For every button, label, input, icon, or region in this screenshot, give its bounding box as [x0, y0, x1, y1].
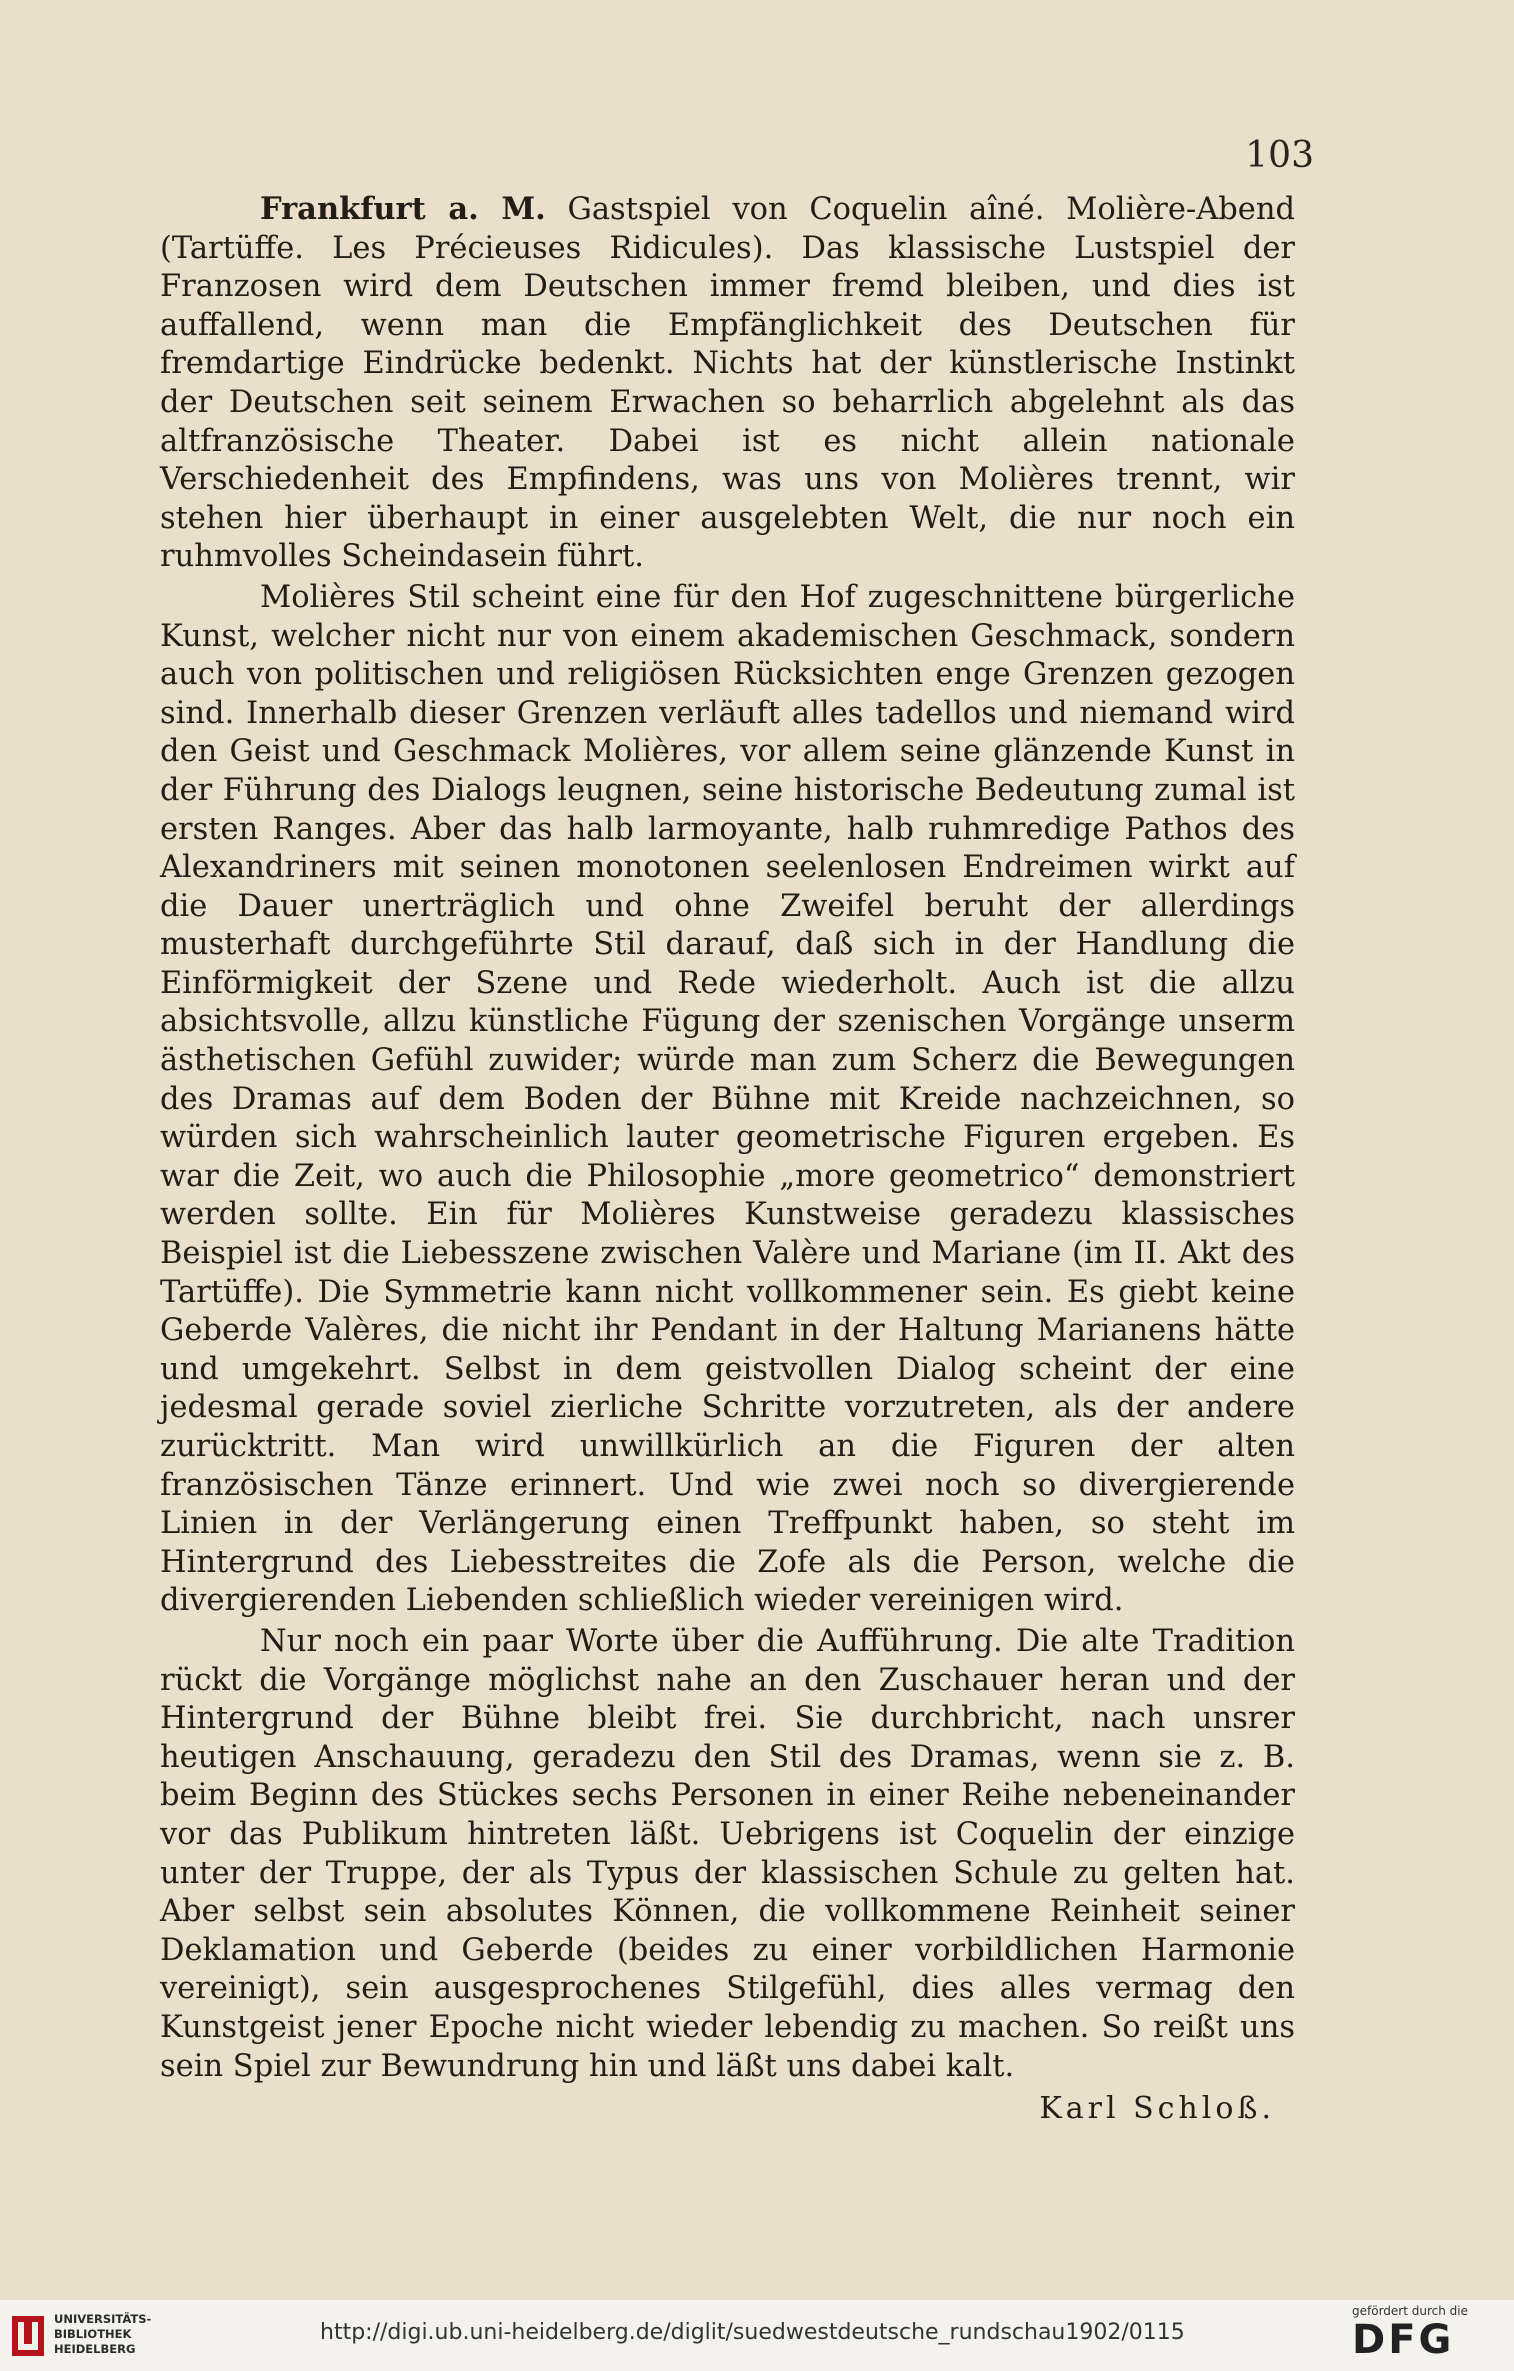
funding-caption: gefördert durch die [1352, 2304, 1468, 2318]
university-seal-icon [10, 2314, 46, 2358]
article-paragraph-3 [160, 1623, 1295, 2086]
paragraph-text-2: Molières Stil scheint eine für den Hof zugeschnittene bürgerliche Kunst, welcher nicht nur von einem akademischen Geschmack, sondern auch von politischen und religiösen Rücksichten enge Grenzen gezogen sind. Innerhalb dieser Grenzen verläuft alles tadellos und niemand wird den Geist und Geschmack Molières, vor allem seine glänzende Kunst in der Führung des Dialogs leugnen, seine historische Bedeutung zumal ist ersten Ranges. Aber das halb larmoyante, halb ruhmredige Pathos des Alexandriners mit seinen monotonen seelenlosen Endreimen wirkt auf die Dauer unerträglich und ohne Zweifel beruht der allerdings musterhaft durchgeführte Stil darauf, daß sich in der Handlung die Einförmigkeit der Szene und Rede wiederholt. Auch ist die allzu absichtsvolle, allzu künstliche Fügung der szenischen Vorgänge unserm ästhetischen Gefühl zuwider; würde man zum Scherz die Bewegungen des Dramas auf dem Boden der Bühne mit Kreide nachzeichnen, so würden sich wahrscheinlich lauter geometrische Figuren ergeben. Es war die Zeit, wo auch die Philosophie „more geometrico“ demonstriert werden sollte. Ein für Molières Kunstweise geradezu klassisches Beispiel ist die Liebesszene zwischen Valère und Mariane (im II. Akt des Tartüffe). Die Symmetrie kann nicht vollkommener sein. Es giebt keine Geberde Valères, die nicht ihr Pendant in der Haltung Marianens hätte und umgekehrt. Selbst in dem geistvollen Dialog scheint der eine jedesmal gerade soviel zierliche Schritte vorzutreten, als der andere zurücktritt. Man wird unwillkürlich an die Figuren der alten französischen Tänze erinnert. Und wie zwei noch so divergierende Linien in der Verlängerung einen Treffpunkt haben, so steht im Hintergrund des Liebesstreites die Zofe als die Person, welche die divergierenden Liebenden schließlich wieder vereinigen wird. [160, 579, 1295, 1619]
paragraph-text-1: Gastspiel von Coquelin aîné. Molière-Abend (Tartüffe. Les Précieuses Ridicules). Das klassische Lustspiel der Franzosen wird dem Deutschen immer fremd bleiben, und dies ist auffallend, wenn man die Empfänglichkeit des Deutschen für fremdartige Eindrücke bedenkt. Nichts hat der künstlerische Instinkt der Deutschen seit seinem Erwachen so beharrlich abgelehnt als das altfranzösische Theater. Dabei ist es nicht allein nationale Verschiedenheit des Empfindens, was uns von Molières trennt, wir stehen hier überhaupt in einer ausgelebten Welt, die nur noch ein ruhmvolles Scheindasein führt. [160, 192, 1295, 575]
funder-block[interactable] [1346, 2304, 1496, 2368]
article-body [160, 190, 1295, 2129]
library-name-line-1: UNIVERSITÄTS- [54, 2312, 152, 2326]
article-paragraph-2 [160, 579, 1295, 1621]
page-number: 103 [1245, 135, 1314, 176]
author-signature: Karl Schloß. [1039, 2091, 1275, 2127]
dfg-logo: DFG [1352, 2317, 1455, 2363]
paragraph-text-3: Nur noch ein paar Worte über die Aufführung. Die alte Tradition rückt die Vorgänge möglichst nahe an den Zuschauer heran und der Hintergrund der Bühne bleibt frei. Sie durchbricht, nach unsrer heutigen Anschauung, geradezu den Stil des Dramas, wenn sie z. B. beim Beginn des Stückes sechs Personen in einer Reihe nebeneinander vor das Publikum hintreten läßt. Uebrigens ist Coquelin der einzige unter der Truppe, der als Typus der klassischen Schule zu gelten hat. Aber selbst sein absolutes Können, die vollkommene Reinheit seiner Deklamation und Geberde (beides zu einer vorbildlichen Harmonie vereinigt), sein ausgesprochenes Stilgefühl, dies alles vermag den Kunstgeist jener Epoche nicht wieder lebendig zu machen. So reißt uns sein Spiel zur Bewundrung hin und läßt uns dabei kalt. [160, 1623, 1295, 2084]
article-heading: Frankfurt a. M. [260, 191, 546, 227]
permalink-url[interactable]: http://digi.ub.uni-heidelberg.de/diglit/suedwestdeutsche_rundschau1902/0115 [320, 2320, 1185, 2345]
library-name-line-2: BIBLIOTHEK [54, 2327, 132, 2341]
viewer-footer [0, 2300, 1514, 2371]
article-paragraph-1 [160, 190, 1295, 577]
library-name-line-3: HEIDELBERG [54, 2342, 136, 2356]
university-library-logo[interactable] [10, 2312, 200, 2362]
library-name [54, 2312, 204, 2357]
